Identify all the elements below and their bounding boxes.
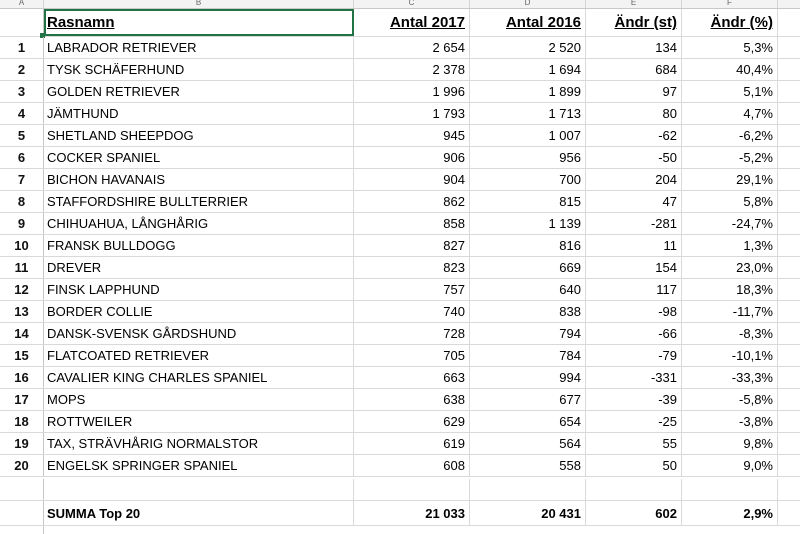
count-2016-cell[interactable]: 1 899 [470, 81, 586, 102]
change-st-cell[interactable]: 684 [586, 59, 682, 80]
table-row [0, 59, 800, 81]
row-number[interactable]: 16 [0, 367, 44, 388]
header-cell-rasnamn[interactable]: Rasnamn [44, 9, 354, 36]
table-row [0, 191, 800, 213]
change-pct-cell[interactable]: 1,3% [682, 235, 778, 256]
table-row [0, 147, 800, 169]
total-2016-cell[interactable]: 20 431 [470, 501, 586, 525]
count-2017-cell[interactable]: 619 [354, 433, 470, 454]
change-pct-cell[interactable]: 5,3% [682, 37, 778, 58]
row-number[interactable]: 4 [0, 103, 44, 124]
change-st-cell[interactable]: 55 [586, 433, 682, 454]
count-2016-cell[interactable]: 784 [470, 345, 586, 366]
table-row [0, 433, 800, 455]
row-number[interactable]: 5 [0, 125, 44, 146]
empty-row [0, 479, 800, 501]
header-cell-andr-pct[interactable]: Ändr (%) [682, 9, 778, 36]
column-header-c[interactable]: C [354, 0, 470, 8]
empty-cell[interactable] [778, 301, 800, 322]
breed-name-cell[interactable]: FLATCOATED RETRIEVER [44, 345, 354, 366]
count-2017-cell[interactable]: 2 654 [354, 37, 470, 58]
empty-cell[interactable] [470, 479, 586, 500]
change-pct-cell[interactable]: -3,8% [682, 411, 778, 432]
change-pct-cell[interactable]: -5,2% [682, 147, 778, 168]
count-2017-cell[interactable]: 2 378 [354, 59, 470, 80]
table-row [0, 367, 800, 389]
count-2017-cell[interactable]: 705 [354, 345, 470, 366]
empty-cell[interactable] [778, 389, 800, 410]
change-st-cell[interactable]: 204 [586, 169, 682, 190]
empty-cell[interactable] [354, 479, 470, 500]
table-row [0, 125, 800, 147]
empty-row [0, 526, 800, 534]
count-2017-cell[interactable]: 906 [354, 147, 470, 168]
empty-cell[interactable] [778, 367, 800, 388]
change-pct-cell[interactable]: 5,8% [682, 191, 778, 212]
count-2017-cell[interactable]: 663 [354, 367, 470, 388]
change-pct-cell[interactable]: -6,2% [682, 125, 778, 146]
count-2017-cell[interactable]: 629 [354, 411, 470, 432]
row-number-blank[interactable] [0, 9, 44, 36]
change-pct-cell[interactable]: 9,8% [682, 433, 778, 454]
empty-cell[interactable] [586, 479, 682, 500]
row-number[interactable]: 13 [0, 301, 44, 322]
total-label-cell[interactable]: SUMMA Top 20 [44, 501, 354, 525]
breed-name-cell[interactable]: BICHON HAVANAIS [44, 169, 354, 190]
empty-cell[interactable] [778, 455, 800, 476]
count-2017-cell[interactable]: 827 [354, 235, 470, 256]
change-pct-cell[interactable]: 9,0% [682, 455, 778, 476]
column-header-e[interactable]: E [586, 0, 682, 8]
count-2016-cell[interactable]: 815 [470, 191, 586, 212]
change-st-cell[interactable]: -79 [586, 345, 682, 366]
empty-cell[interactable] [778, 345, 800, 366]
column-header-bar [0, 0, 800, 9]
row-number[interactable]: 19 [0, 433, 44, 454]
change-st-cell[interactable]: -331 [586, 367, 682, 388]
count-2017-cell[interactable]: 728 [354, 323, 470, 344]
change-pct-cell[interactable]: 5,1% [682, 81, 778, 102]
row-number[interactable]: 18 [0, 411, 44, 432]
row-number[interactable]: 9 [0, 213, 44, 234]
breed-name-cell[interactable]: GOLDEN RETRIEVER [44, 81, 354, 102]
count-2016-cell[interactable]: 1 694 [470, 59, 586, 80]
total-change-pct-cell[interactable]: 2,9% [682, 501, 778, 525]
table-row [0, 301, 800, 323]
count-2016-cell[interactable]: 654 [470, 411, 586, 432]
change-pct-cell[interactable]: -8,3% [682, 323, 778, 344]
breed-name-cell[interactable]: SHETLAND SHEEPDOG [44, 125, 354, 146]
count-2016-cell[interactable]: 1 139 [470, 213, 586, 234]
empty-cell[interactable] [682, 479, 778, 500]
empty-cell[interactable] [778, 433, 800, 454]
change-pct-cell[interactable]: 4,7% [682, 103, 778, 124]
row-number[interactable]: 8 [0, 191, 44, 212]
empty-cell[interactable] [778, 59, 800, 80]
count-2016-cell[interactable]: 994 [470, 367, 586, 388]
column-header-f[interactable]: F [682, 0, 778, 8]
empty-cell[interactable] [778, 125, 800, 146]
change-pct-cell[interactable]: 18,3% [682, 279, 778, 300]
count-2016-cell[interactable]: 838 [470, 301, 586, 322]
empty-cell[interactable] [778, 147, 800, 168]
count-2016-cell[interactable]: 558 [470, 455, 586, 476]
breed-name-cell[interactable]: CHIHUAHUA, LÅNGHÅRIG [44, 213, 354, 234]
change-st-cell[interactable]: 117 [586, 279, 682, 300]
row-number-blank[interactable] [0, 501, 44, 525]
change-pct-cell[interactable]: -10,1% [682, 345, 778, 366]
empty-cell[interactable] [44, 479, 354, 500]
count-2016-cell[interactable]: 1 007 [470, 125, 586, 146]
row-number[interactable]: 1 [0, 37, 44, 58]
empty-cell[interactable] [778, 479, 800, 500]
row-number[interactable]: 3 [0, 81, 44, 102]
breed-name-cell[interactable]: TYSK SCHÄFERHUND [44, 59, 354, 80]
table-row [0, 345, 800, 367]
total-2017-cell[interactable]: 21 033 [354, 501, 470, 525]
count-2017-cell[interactable]: 740 [354, 301, 470, 322]
count-2017-cell[interactable]: 945 [354, 125, 470, 146]
row-number-blank[interactable] [0, 526, 44, 534]
count-2017-cell[interactable]: 823 [354, 257, 470, 278]
breed-name-cell[interactable]: DANSK-SVENSK GÅRDSHUND [44, 323, 354, 344]
count-2016-cell[interactable]: 564 [470, 433, 586, 454]
total-change-st-cell[interactable]: 602 [586, 501, 682, 525]
row-number[interactable]: 10 [0, 235, 44, 256]
table-header-row [0, 9, 800, 37]
change-st-cell[interactable]: 97 [586, 81, 682, 102]
column-header-a[interactable]: A [0, 0, 44, 8]
table-row [0, 389, 800, 411]
change-st-cell[interactable]: -281 [586, 213, 682, 234]
breed-name-cell[interactable]: TAX, STRÄVHÅRIG NORMALSTOR [44, 433, 354, 454]
breed-name-cell[interactable]: ROTTWEILER [44, 411, 354, 432]
row-number[interactable]: 6 [0, 147, 44, 168]
breed-name-cell[interactable]: STAFFORDSHIRE BULLTERRIER [44, 191, 354, 212]
empty-cell[interactable] [778, 103, 800, 124]
table-row [0, 213, 800, 235]
count-2017-cell[interactable]: 1 793 [354, 103, 470, 124]
row-number[interactable]: 2 [0, 59, 44, 80]
count-2017-cell[interactable]: 757 [354, 279, 470, 300]
count-2017-cell[interactable]: 858 [354, 213, 470, 234]
count-2016-cell[interactable]: 700 [470, 169, 586, 190]
breed-name-cell[interactable]: LABRADOR RETRIEVER [44, 37, 354, 58]
table-row [0, 103, 800, 125]
count-2017-cell[interactable]: 638 [354, 389, 470, 410]
count-2017-cell[interactable]: 1 996 [354, 81, 470, 102]
change-pct-cell[interactable]: -5,8% [682, 389, 778, 410]
breed-name-cell[interactable]: CAVALIER KING CHARLES SPANIEL [44, 367, 354, 388]
row-number[interactable]: 15 [0, 345, 44, 366]
breed-name-cell[interactable]: DREVER [44, 257, 354, 278]
change-st-cell[interactable]: 11 [586, 235, 682, 256]
table-row [0, 279, 800, 301]
table-row [0, 81, 800, 103]
table-row [0, 37, 800, 59]
empty-cell[interactable] [778, 191, 800, 212]
table-row [0, 323, 800, 345]
column-header-d[interactable]: D [470, 0, 586, 8]
count-2017-cell[interactable]: 608 [354, 455, 470, 476]
table-row [0, 235, 800, 257]
breed-name-cell[interactable]: COCKER SPANIEL [44, 147, 354, 168]
breed-name-cell[interactable]: MOPS [44, 389, 354, 410]
change-st-cell[interactable]: -66 [586, 323, 682, 344]
count-2016-cell[interactable]: 640 [470, 279, 586, 300]
count-2017-cell[interactable]: 862 [354, 191, 470, 212]
row-number[interactable]: 11 [0, 257, 44, 278]
change-pct-cell[interactable]: -24,7% [682, 213, 778, 234]
count-2016-cell[interactable]: 794 [470, 323, 586, 344]
cell-g[interactable] [778, 9, 800, 36]
total-row [0, 501, 800, 526]
count-2016-cell[interactable]: 677 [470, 389, 586, 410]
empty-cell[interactable] [778, 37, 800, 58]
row-number[interactable]: 12 [0, 279, 44, 300]
count-2016-cell[interactable]: 669 [470, 257, 586, 278]
empty-cell[interactable] [778, 257, 800, 278]
change-st-cell[interactable]: -62 [586, 125, 682, 146]
change-pct-cell[interactable]: -33,3% [682, 367, 778, 388]
change-st-cell[interactable]: 47 [586, 191, 682, 212]
row-number[interactable]: 14 [0, 323, 44, 344]
header-cell-antal-2017[interactable]: Antal 2017 [354, 9, 470, 36]
change-st-cell[interactable]: -98 [586, 301, 682, 322]
change-st-cell[interactable]: 134 [586, 37, 682, 58]
count-2016-cell[interactable]: 816 [470, 235, 586, 256]
change-st-cell[interactable]: 80 [586, 103, 682, 124]
empty-cell[interactable] [778, 323, 800, 344]
table-row [0, 411, 800, 433]
count-2017-cell[interactable]: 904 [354, 169, 470, 190]
column-header-b[interactable]: B [44, 0, 354, 8]
empty-cell[interactable] [778, 411, 800, 432]
empty-cell[interactable] [778, 235, 800, 256]
change-st-cell[interactable]: -25 [586, 411, 682, 432]
breed-name-cell[interactable]: BORDER COLLIE [44, 301, 354, 322]
count-2016-cell[interactable]: 956 [470, 147, 586, 168]
table-row [0, 257, 800, 279]
breed-name-cell[interactable]: JÄMTHUND [44, 103, 354, 124]
breed-name-cell[interactable]: FINSK LAPPHUND [44, 279, 354, 300]
header-cell-antal-2016[interactable]: Antal 2016 [470, 9, 586, 36]
count-2016-cell[interactable]: 2 520 [470, 37, 586, 58]
empty-cell[interactable] [778, 213, 800, 234]
table-row [0, 169, 800, 191]
empty-cell[interactable] [778, 501, 800, 525]
empty-cell[interactable] [778, 81, 800, 102]
row-number[interactable]: 20 [0, 455, 44, 476]
change-pct-cell[interactable]: -11,7% [682, 301, 778, 322]
empty-cell[interactable] [778, 169, 800, 190]
row-number[interactable]: 7 [0, 169, 44, 190]
row-number[interactable]: 17 [0, 389, 44, 410]
header-cell-andr-st[interactable]: Ändr (st) [586, 9, 682, 36]
change-st-cell[interactable]: 154 [586, 257, 682, 278]
change-pct-cell[interactable]: 29,1% [682, 169, 778, 190]
empty-cell[interactable] [778, 279, 800, 300]
breed-name-cell[interactable]: ENGELSK SPRINGER SPANIEL [44, 455, 354, 476]
count-2016-cell[interactable]: 1 713 [470, 103, 586, 124]
change-pct-cell[interactable]: 23,0% [682, 257, 778, 278]
row-number-blank[interactable] [0, 479, 44, 500]
change-st-cell[interactable]: 50 [586, 455, 682, 476]
table-row [0, 455, 800, 477]
change-st-cell[interactable]: -50 [586, 147, 682, 168]
change-pct-cell[interactable]: 40,4% [682, 59, 778, 80]
breed-name-cell[interactable]: FRANSK BULLDOGG [44, 235, 354, 256]
change-st-cell[interactable]: -39 [586, 389, 682, 410]
